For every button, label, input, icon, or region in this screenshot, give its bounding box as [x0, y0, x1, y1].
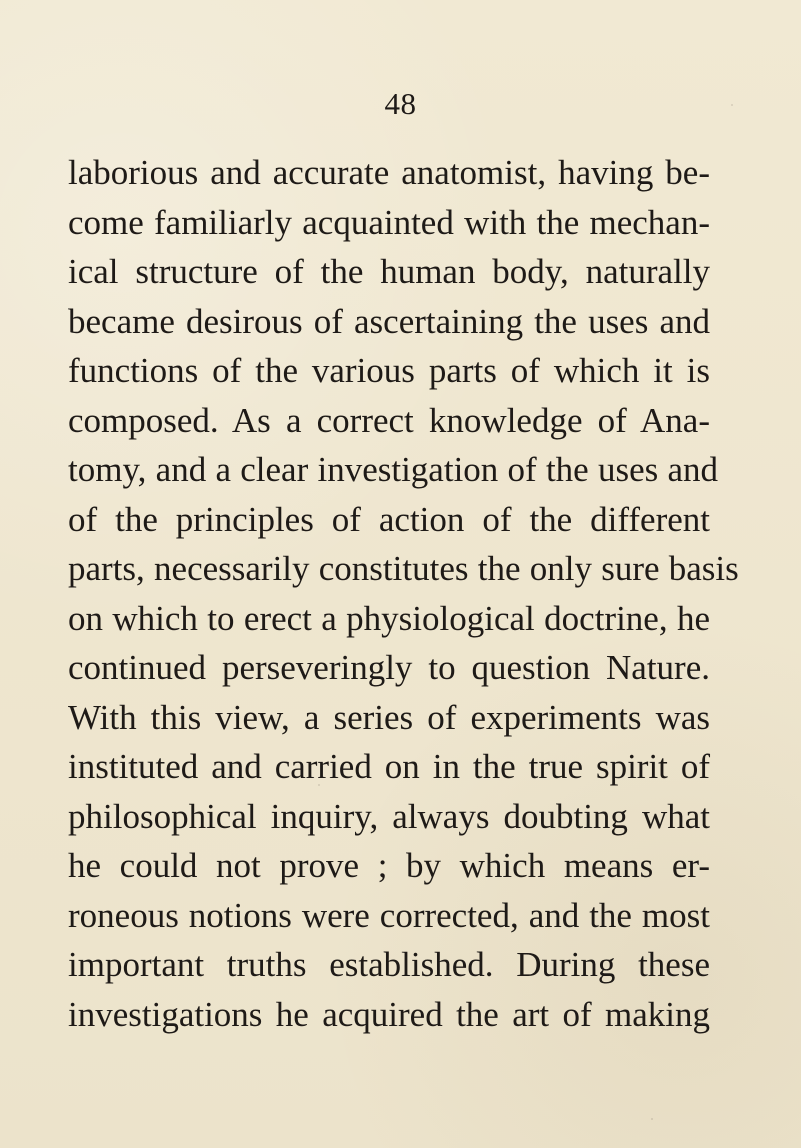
text-line: instituted and carried on in the true spirit of [68, 747, 710, 786]
text-line: important truths established. During these [68, 945, 710, 984]
text-line: he could not prove ; by which means er- [68, 846, 710, 885]
text-line: became desirous of ascertaining the uses and [68, 301, 710, 341]
text-line: tomy, and a clear investigation of the uses and [68, 450, 719, 489]
text-line: ical structure of the human body, naturally [68, 252, 710, 291]
body-text [68, 148, 739, 1039]
text-line: laborious and accurate anatomist, having be- [68, 153, 710, 192]
text-line: roneous notions were corrected, and the most [68, 895, 710, 935]
text-line: composed. As a correct knowledge of Ana- [68, 400, 710, 440]
page-number: 48 [384, 86, 417, 121]
text-line: With this view, a series of experiments was [68, 697, 710, 737]
text-line: on which to erect a physiological doctrine, he [68, 598, 710, 638]
text-line: philosophical inquiry, always doubting what [68, 796, 710, 836]
paper-speck [651, 1118, 653, 1120]
text-line: come familiarly acquainted with the mechan- [68, 202, 710, 242]
text-line: parts, necessarily constitutes the only sure basis [68, 549, 739, 588]
text-line: of the principles of action of the different [68, 499, 710, 539]
text-line: continued perseveringly to question Nature. [68, 648, 710, 687]
text-line: investigations he acquired the art of making [68, 994, 710, 1034]
text-line: functions of the various parts of which it is [68, 351, 710, 390]
